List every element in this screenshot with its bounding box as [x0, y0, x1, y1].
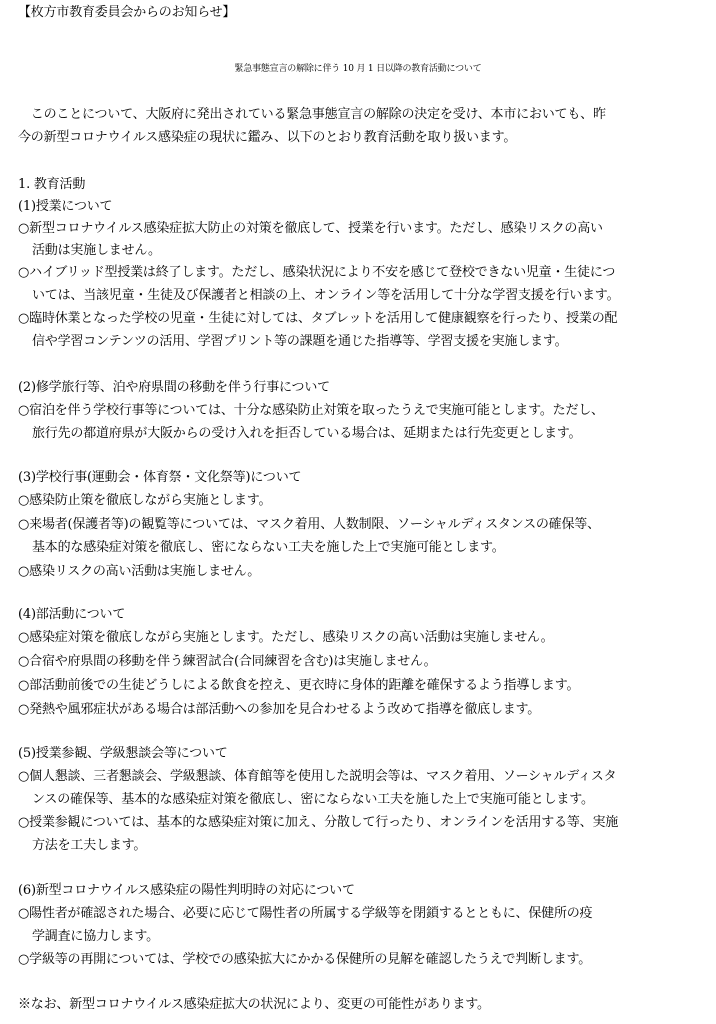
list-item: ○学級等の再開については、学校での感染拡大にかかる保健所の見解を確認したうえで判断します。 — [18, 952, 592, 967]
list-item: ○感染症対策を徹底しながら実施とします。ただし、感染リスクの高い活動は実施しません。 — [18, 630, 554, 645]
list-item: ○感染防止策を徹底しながら実施とします。 — [18, 493, 272, 508]
subsection-heading: (1)授業について — [18, 199, 113, 214]
list-item-continuation: 方法を工夫します。 — [32, 838, 147, 853]
subsection-heading: (3)学校行事(運動会・体育祭・文化祭等)について — [18, 470, 302, 485]
list-item: ○陽性者が確認された場合、必要に応じて陽性者の所属する学級等を閉鎖するとともに、保健所の疫 — [18, 906, 593, 921]
list-item-continuation: 学調査に協力します。 — [32, 929, 159, 944]
notice-header: 【枚方市教育委員会からのお知らせ】 — [18, 5, 236, 20]
list-item-continuation: 旅行先の都道府県が大阪からの受け入れを拒否している場合は、延期または行先変更とします。 — [32, 426, 582, 441]
list-item-continuation: 基本的な感染症対策を徹底し、密にならない工夫を施した上で実施可能とします。 — [32, 540, 505, 555]
list-item: ○宿泊を伴う学校行事等については、十分な感染防止対策を取ったうえで実施可能とします。ただし、 — [18, 403, 604, 418]
subsection-heading: (6)新型コロナウイルス感染症の陽性判明時の対応について — [18, 883, 355, 898]
list-item: ○部活動前後での生徒どうしによる飲食を控え、更衣時に身体的距離を確保するよう指導します。 — [18, 678, 580, 693]
list-item: ○合宿や府県間の移動を伴う練習試合(合同練習を含む)は実施しません。 — [18, 654, 437, 669]
list-item: ○個人懇談、三者懇談会、学級懇談、体育館等を使用した説明会等は、マスク着用、ソーシャルディスタ — [18, 769, 617, 784]
list-item-continuation: 信や学習コンテンツの活用、学習プリント等の課題を通じた指導等、学習支援を実施します。 — [32, 334, 568, 349]
list-item: ○発熱や風邪症状がある場合は部活動への参加を見合わせるよう改めて指導を徹底します。 — [18, 702, 541, 717]
list-item: ○ハイブリッド型授業は終了します。ただし、感染状況により不安を感じて登校できない児童・生徒につ — [18, 265, 616, 280]
list-item: ○新型コロナウイルス感染症拡大防止の対策を徹底して、授業を行います。ただし、感染リスクの高い — [18, 221, 603, 236]
list-item-continuation: ンスの確保等、基本的な感染症対策を徹底し、密にならない工夫を施した上で実施可能とします。 — [32, 792, 594, 807]
subsection-heading: (4)部活動について — [18, 607, 126, 622]
list-item: ○来場者(保護者等)の観覧等については、マスク着用、人数制限、ソーシャルディスタンスの確保等、 — [18, 517, 600, 532]
list-item: ○感染リスクの高い活動は実施しません。 — [18, 564, 261, 579]
subsection-heading: (5)授業参観、学級懇談会等について — [18, 746, 228, 761]
intro-line: 今の新型コロナウイルス感染症の現状に鑑み、以下のとおり教育活動を取り扱います。 — [18, 130, 517, 145]
footnote: ※なお、新型コロナウイルス感染症拡大の状況により、変更の可能性があります。 — [18, 997, 490, 1012]
section-heading: 1. 教育活動 — [18, 177, 86, 192]
subsection-heading: (2)修学旅行等、泊や府県間の移動を伴う行事について — [18, 380, 330, 395]
list-item-continuation: いては、当該児童・生徒及び保護者と相談の上、オンライン等を活用して十分な学習支援を行います。 — [32, 288, 620, 303]
notice-title: 緊急事態宣言の解除に伴う 10 月 1 日以降の教育活動について — [234, 64, 482, 74]
list-item-continuation: 活動は実施しません。 — [32, 243, 161, 258]
intro-line: このことについて、大阪府に発出されている緊急事態宣言の解除の決定を受け、本市においても、昨 — [18, 107, 606, 122]
list-item: ○臨時休業となった学校の児童・生徒に対しては、タブレットを活用して健康観察を行ったり、授業の配 — [18, 311, 618, 326]
list-item: ○授業参観については、基本的な感染症対策に加え、分散して行ったり、オンラインを活用する等、実施 — [18, 815, 619, 830]
